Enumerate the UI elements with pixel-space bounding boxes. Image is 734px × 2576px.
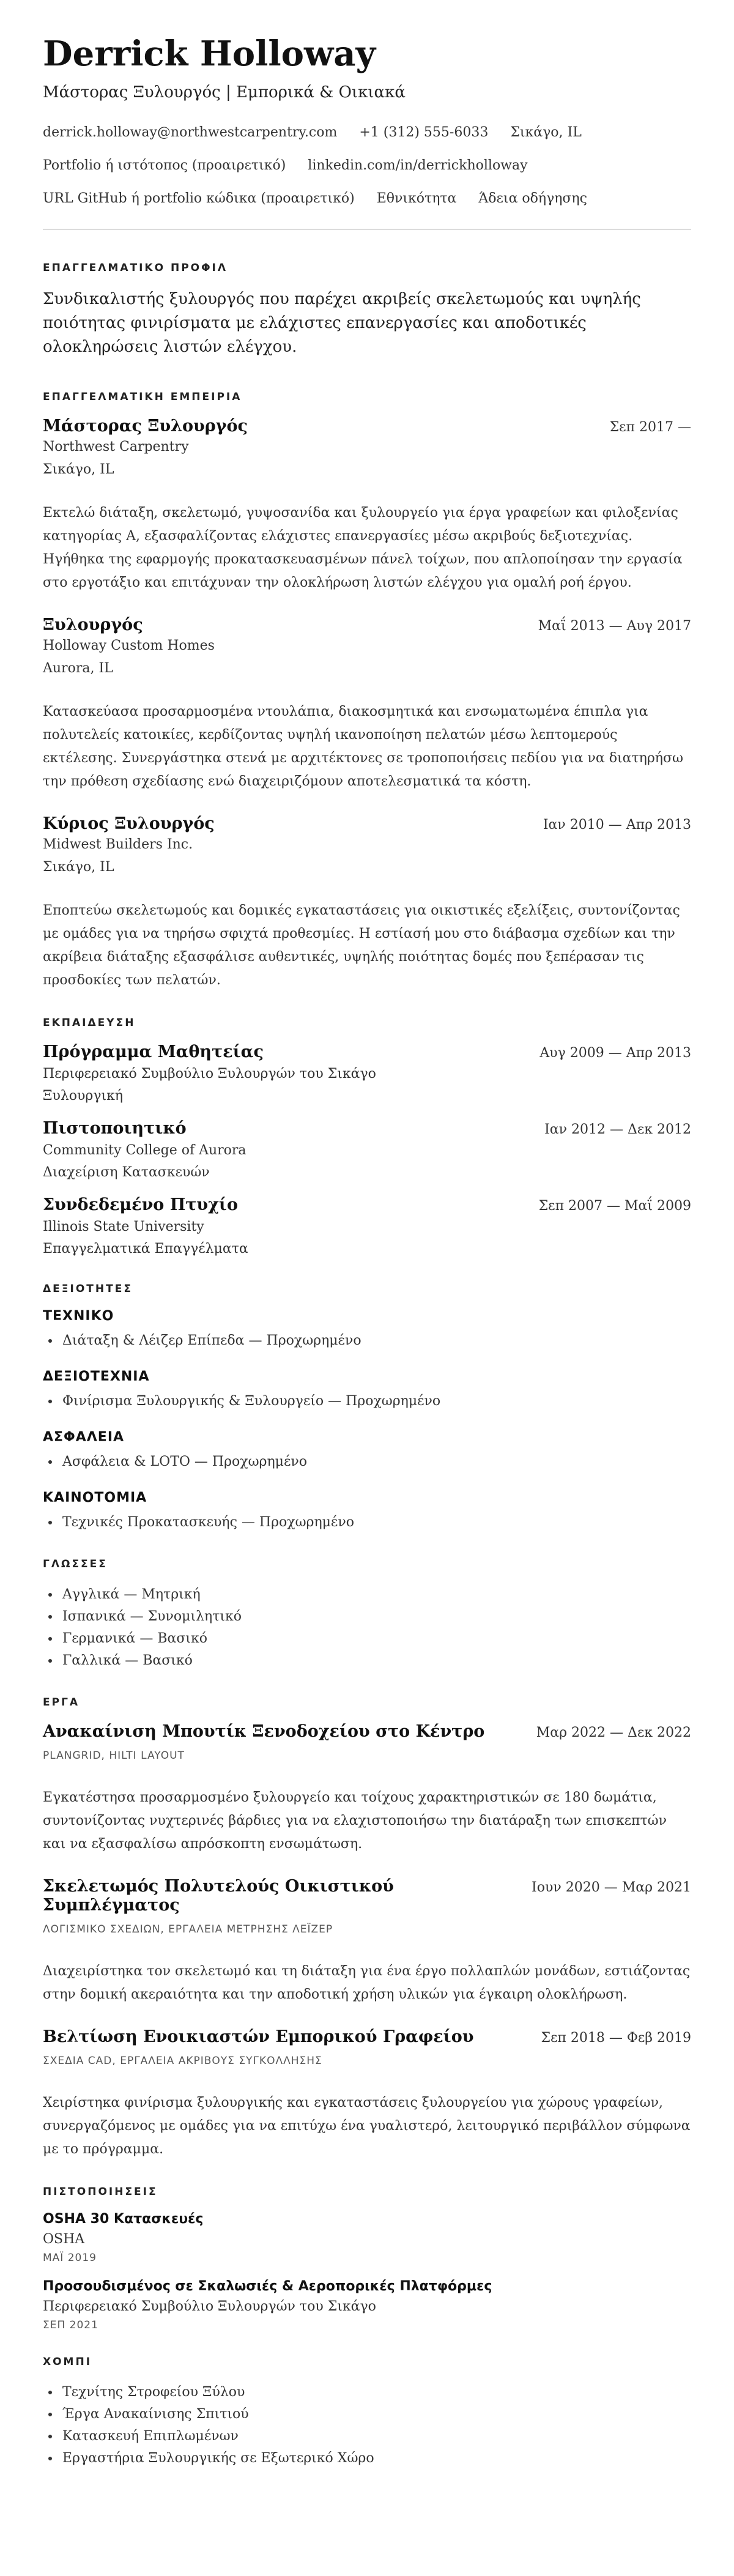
- job-description: Κατασκεύασα προσαρμοσμένα ντουλάπια, διακοσμητικά και ενσωματωμένα έπιπλα για πολυτελείς κατοικίες, κερδίζοντας υψηλή ικανοποίηση πελατών μέσω λεπτομερούς εκτέλεσης. Συνεργάστηκα στενά με αρχιτέκτονες σε τροποποιήσεις πεδίου για να διατηρήσω την πρόθεση σχεδίασης ενώ διαχειριζόμουν αποτελεσματικά τα κόστη.: [43, 704, 683, 789]
- project-dates: Ιουν 2020 — Μαρ 2021: [532, 1880, 691, 1895]
- header-divider: [43, 229, 691, 230]
- school-name: Περιφερειακό Συμβούλιο Ξυλουργών του Σικάγο: [43, 1066, 376, 1082]
- degree-title: Πιστοποιητικό: [43, 1119, 187, 1138]
- job-dates: Μαΐ 2013 — Αυγ 2017: [538, 618, 691, 634]
- section-title: ΠΙΣΤΟΠΟΙΗΣΕΙΣ: [43, 2186, 158, 2198]
- field-of-study: Επαγγελματικά Επαγγέλματα: [43, 1241, 248, 1256]
- languages-section: [43, 1558, 691, 1672]
- skill-item: • Διάταξη & Λέιζερ Επίπεδα — Προχωρημένο: [60, 1330, 691, 1352]
- certifications-section: [43, 2186, 691, 2331]
- education-dates: Ιαν 2012 — Δεκ 2012: [544, 1122, 691, 1137]
- contact-row: [43, 190, 691, 208]
- contact-linkedin[interactable]: linkedin.com/in/derrickholloway: [308, 158, 528, 173]
- skill-list: [43, 1451, 691, 1473]
- section-title: ΕΡΓΑ: [43, 1696, 80, 1709]
- job-dates: Σεπ 2017 —: [609, 420, 691, 435]
- job-title: Μάστορας Ξυλουργός: [43, 417, 248, 436]
- skill-category: ΔΕΞΙΟΤΕΧΝΙΑ: [43, 1369, 150, 1384]
- field-of-study: Διαχείριση Κατασκευών: [43, 1165, 210, 1180]
- hobby-list: [43, 2381, 691, 2470]
- candidate-headline: Μάστορας Ξυλουργός | Εμπορικά & Οικιακά: [43, 83, 406, 102]
- job-description: Εκτελώ διάταξη, σκελετωμό, γυψοσανίδα και ξυλουργείο για έργα γραφείων και φιλοξενίας κατηγορίας Α, εξασφαλίζοντας ελάχιστες επανεργασίες μέσω ακριβούς δεξιοτεχνίας. Ηγήθηκα της εφαρμογής προκατασκευασμένων πάνελ τοίχων, που απλοποίησαν την εργασία στο εργοτάξιο και επιτάχυναν την ολοκλήρωση λιστών ελέγχου για ομαλή ροή έργου.: [43, 505, 683, 590]
- contact-email[interactable]: derrick.holloway@northwestcarpentry.com: [43, 125, 338, 140]
- hobbies-section: [43, 2356, 691, 2470]
- skill-list: [43, 1330, 691, 1352]
- section-title: ΧΟΜΠΙ: [43, 2356, 92, 2368]
- hobby-item: • Εργαστήρια Ξυλουργικής σε Εξωτερικό Χώρο: [60, 2448, 691, 2470]
- certification-name: Προσουδισμένος σε Σκαλωσιές & Αεροπορικές Πλατφόρμες: [43, 2279, 492, 2294]
- job-location: Σικάγο, IL: [43, 859, 114, 875]
- project-entry: [43, 2027, 691, 2161]
- section-title: ΓΛΩΣΣΕΣ: [43, 1558, 108, 1570]
- contact-github[interactable]: URL GitHub ή portfolio κώδικα (προαιρετικό): [43, 191, 355, 206]
- job-description: Εποπτεύω σκελετωμούς και δομικές εγκαταστάσεις για οικιστικές εξελίξεις, συντονίζοντας με ομάδες για να τηρήσω σφιχτά προθεσμίες. Η εστίασή μου στο διάβασμα σχεδίων και την ακρίβεια διάταξης εξασφάλισε αυθεντικές, υψηλής ποιότητας δομές που ξεπέρασαν τις προσδοκίες των πελατών.: [43, 903, 680, 988]
- project-dates: Μαρ 2022 — Δεκ 2022: [536, 1725, 691, 1740]
- project-name: Βελτίωση Ενοικιαστών Εμπορικού Γραφείου: [43, 2027, 474, 2046]
- skill-item: • Ασφάλεια & LOTO — Προχωρημένο: [60, 1451, 691, 1473]
- project-dates: Σεπ 2018 — Φεβ 2019: [541, 2030, 691, 2046]
- education-entry: [43, 1195, 691, 1258]
- contact-location: Σικάγο, IL: [510, 125, 582, 140]
- hobby-item: • Έργα Ανακαίνισης Σπιτιού: [60, 2403, 691, 2426]
- skill-list: [43, 1390, 691, 1412]
- skill-category: ΚΑΙΝΟΤΟΜΙΑ: [43, 1490, 147, 1505]
- skill-item: • Φινίρισμα Ξυλουργικής & Ξυλουργείο — Προχωρημένο: [60, 1390, 691, 1412]
- section-title: ΔΕΞΙΟΤΗΤΕΣ: [43, 1283, 133, 1295]
- job-company: Holloway Custom Homes: [43, 638, 215, 653]
- contact-phone[interactable]: +1 (312) 555-6033: [359, 125, 489, 140]
- section-title: ΕΠΑΓΓΕΛΜΑΤΙΚΗ ΕΜΠΕΙΡΙΑ: [43, 391, 242, 403]
- project-name: Ανακαίνιση Μπουτίκ Ξενοδοχείου στο Κέντρο: [43, 1722, 485, 1741]
- skill-category: ΤΕΧΝΙΚΟ: [43, 1308, 114, 1324]
- certification-entry: [43, 2279, 691, 2331]
- degree-title: Πρόγραμμα Μαθητείας: [43, 1042, 264, 1061]
- certification-entry: [43, 2211, 691, 2264]
- job-location: Σικάγο, IL: [43, 462, 114, 477]
- projects-section: [43, 1696, 691, 2161]
- education-section: [43, 1017, 691, 1258]
- project-description: Εγκατέστησα προσαρμοσμένο ξυλουργείο και τοίχους χαρακτηριστικών σε 180 δωμάτια, συντονίζοντας νυχτερινές βάρδιες για να ελαχιστοποιήσω την διατάραξη των επισκεπτών και να εξασφαλίσω απρόσκοπτη ενσωμάτωση.: [43, 1790, 667, 1852]
- experience-section: [43, 391, 691, 992]
- contact-driving-license: Άδεια οδήγησης: [478, 191, 587, 206]
- project-description: Χειρίστηκα φινίρισμα ξυλουργικής και εγκαταστάσεις ξυλουργείου για χώρους γραφείων, συνεργαζόμενος με ομάδες για να επιτύχω ένα γυαλιστερό, λειτουργικό περιβάλλον σύμφωνα με το πρόγραμμα.: [43, 2095, 691, 2157]
- job-dates: Ιαν 2010 — Απρ 2013: [543, 817, 691, 833]
- skill-list: [43, 1512, 691, 1534]
- certification-issuer: Περιφερειακό Συμβούλιο Ξυλουργών του Σικάγο: [43, 2299, 376, 2314]
- experience-entry: [43, 814, 691, 992]
- candidate-name: Derrick Holloway: [43, 34, 376, 74]
- job-company: Northwest Carpentry: [43, 439, 189, 455]
- language-item: • Ισπανικά — Συνομιλητικό: [60, 1606, 691, 1628]
- profile-section: [43, 262, 691, 359]
- education-entry: [43, 1119, 691, 1182]
- education-dates: Σεπ 2007 — Μαΐ 2009: [538, 1198, 691, 1214]
- language-item: • Γερμανικά — Βασικό: [60, 1628, 691, 1650]
- experience-entry: [43, 417, 691, 595]
- contact-row: [43, 157, 691, 175]
- project-tech: ΛΟΓΙΣΜΙΚΟ ΣΧΕΔΙΩΝ, ΕΡΓΑΛΕΙΑ ΜΕΤΡΗΣΗΣ ΛΕΪΖΕΡ: [43, 1923, 333, 1936]
- degree-title: Συνδεδεμένο Πτυχίο: [43, 1195, 238, 1214]
- education-dates: Αυγ 2009 — Απρ 2013: [539, 1045, 691, 1061]
- section-title: ΕΚΠΑΙΔΕΥΣΗ: [43, 1017, 136, 1029]
- resume-header: [43, 34, 691, 208]
- field-of-study: Ξυλουργική: [43, 1088, 124, 1104]
- project-tech: ΣΧΕΔΙΑ CAD, ΕΡΓΑΛΕΙΑ ΑΚΡΙΒΟΥΣ ΣΥΓΚΟΛΛΗΣΗΣ: [43, 2055, 322, 2067]
- contact-portfolio[interactable]: Portfolio ή ιστότοπος (προαιρετικό): [43, 158, 286, 173]
- section-title: ΕΠΑΓΓΕΛΜΑΤΙΚΟ ΠΡΟΦΙΛ: [43, 262, 228, 274]
- project-tech: PLANGRID, HILTI LAYOUT: [43, 1750, 185, 1762]
- certification-date: ΜΑΪ 2019: [43, 2252, 97, 2264]
- job-company: Midwest Builders Inc.: [43, 837, 193, 852]
- school-name: Community College of Aurora: [43, 1143, 247, 1158]
- skill-item: • Τεχνικές Προκατασκευής — Προχωρημένο: [60, 1512, 691, 1534]
- certification-issuer: OSHA: [43, 2232, 85, 2247]
- hobby-item: • Τεχνίτης Στροφείου Ξύλου: [60, 2381, 691, 2403]
- hobby-item: • Κατασκευή Επιπλωμένων: [60, 2426, 691, 2448]
- project-entry: [43, 1877, 691, 2006]
- education-entry: [43, 1042, 691, 1105]
- job-title: Κύριος Ξυλουργός: [43, 814, 215, 833]
- job-location: Aurora, IL: [43, 661, 113, 676]
- skills-section: [43, 1283, 691, 1534]
- language-item: • Γαλλικά — Βασικό: [60, 1650, 691, 1672]
- skill-category: ΑΣΦΑΛΕΙΑ: [43, 1430, 125, 1445]
- project-entry: [43, 1722, 691, 1856]
- job-title: Ξυλουργός: [43, 615, 143, 634]
- language-list: [43, 1584, 691, 1672]
- project-name: Σκελετωμός Πολυτελούς Οικιστικού Συμπλέγματος: [43, 1877, 394, 1915]
- language-item: • Αγγλικά — Μητρική: [60, 1584, 691, 1606]
- certification-name: OSHA 30 Κατασκευές: [43, 2211, 204, 2227]
- certification-date: ΣΕΠ 2021: [43, 2319, 98, 2331]
- school-name: Illinois State University: [43, 1219, 204, 1234]
- contact-nationality: Εθνικότητα: [376, 191, 457, 206]
- project-description: Διαχειρίστηκα τον σκελετωμό και τη διάταξη για ένα έργο πολλαπλών μονάδων, εστιάζοντας στην δομική ακεραιότητα και την αποδοτική χρήση υλικών για έγκαιρη ολοκλήρωση.: [43, 1964, 691, 2002]
- experience-entry: [43, 615, 691, 793]
- profile-summary: Συνδικαλιστής ξυλουργός που παρέχει ακριβείς σκελετωμούς και υψηλής ποιότητας φινιρίσματα με ελάχιστες επανεργασίες και αποδοτικές ολοκληρώσεις λιστών ελέγχου.: [43, 290, 641, 356]
- contact-row: [43, 124, 691, 142]
